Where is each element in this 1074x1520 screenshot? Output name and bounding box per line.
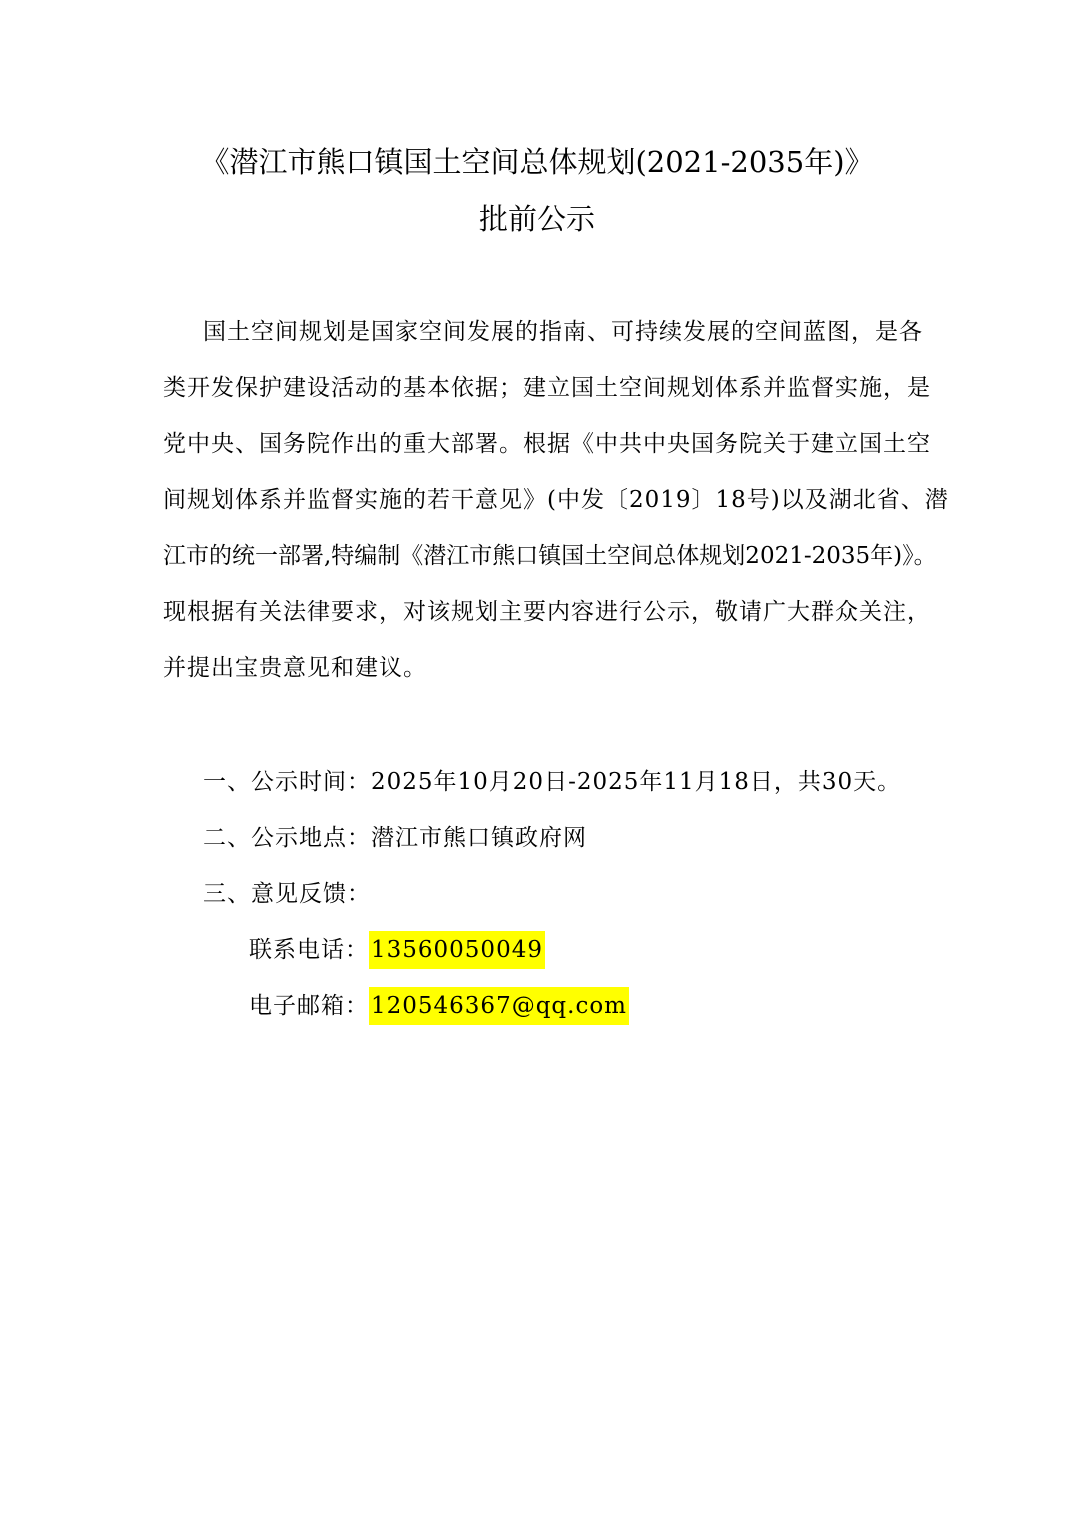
body-line: 党中央、国务院作出的重大部署。根据《中共中央国务院关于建立国土空 bbox=[163, 431, 931, 457]
body-line: 间规划体系并监督实施的若干意见》(中发〔2019〕18号)以及湖北省、潜 bbox=[163, 487, 949, 513]
notice-place: 二、公示地点：潜江市熊口镇政府网 bbox=[203, 825, 587, 851]
body-line: 现根据有关法律要求，对该规划主要内容进行公示，敬请广大群众关注， bbox=[163, 599, 931, 625]
body-line: 并提出宝贵意见和建议。 bbox=[163, 655, 427, 681]
contact-phone-label: 联系电话： bbox=[249, 937, 369, 963]
body-line: 江市的统一部署,特编制《潜江市熊口镇国土空间总体规划2021-2035年)》。 bbox=[163, 543, 937, 569]
body-line: 国土空间规划是国家空间发展的指南、可持续发展的空间蓝图，是各 bbox=[203, 319, 923, 345]
body-line: 类开发保护建设活动的基本依据；建立国土空间规划体系并监督实施，是 bbox=[163, 375, 931, 401]
document-title: 《潜江市熊口镇国土空间总体规划(2021-2035年)》 bbox=[200, 145, 874, 179]
contact-email-value: 120546367@qq.com bbox=[369, 987, 629, 1025]
contact-email-label: 电子邮箱： bbox=[249, 993, 369, 1019]
contact-phone-value: 13560050049 bbox=[369, 931, 545, 969]
contact-email-row bbox=[249, 987, 629, 1020]
document-subtitle: 批前公示 bbox=[478, 202, 595, 236]
notice-feedback: 三、意见反馈： bbox=[203, 881, 371, 907]
contact-phone-row bbox=[249, 931, 545, 964]
notice-time: 一、公示时间：2025年10月20日-2025年11月18日，共30天。 bbox=[203, 769, 902, 795]
